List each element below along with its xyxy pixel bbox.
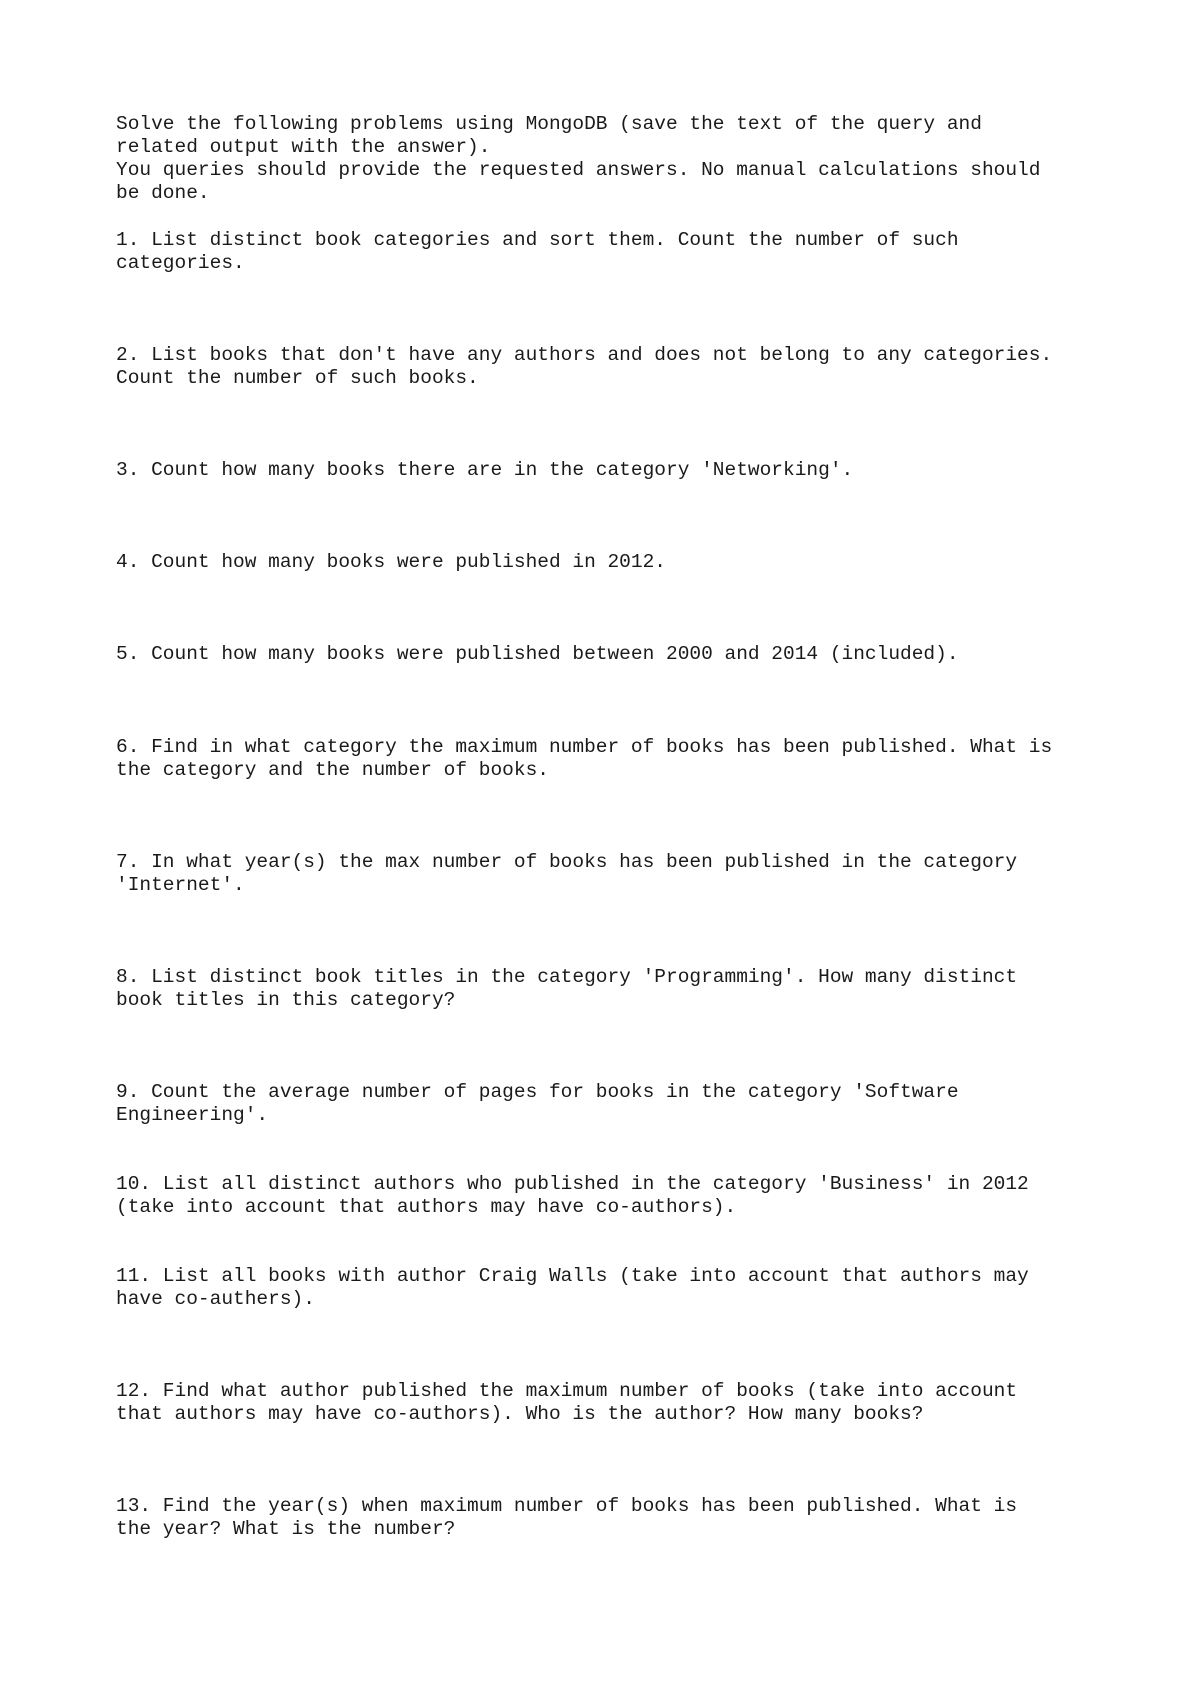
question-10: 10. List all distinct authors who published in the category 'Business' in 2012 (take into account that authors may have co-authors).	[116, 1173, 1029, 1218]
question-7: 7. In what year(s) the max number of books has been published in the category 'Internet'.	[116, 851, 1018, 896]
question-9: 9. Count the average number of pages for books in the category 'Software Engineering'.	[116, 1081, 959, 1126]
question-12: 12. Find what author published the maximum number of books (take into account that authors may have co-authors). Who is the author? How many books?	[116, 1380, 1018, 1425]
question-3: 3. Count how many books there are in the category 'Networking'.	[116, 459, 854, 481]
question-4: 4. Count how many books were published in 2012.	[116, 551, 666, 573]
question-5: 5. Count how many books were published between 2000 and 2014 (included).	[116, 643, 959, 665]
question-13: 13. Find the year(s) when maximum number of books has been published. What is the year? What is the number?	[116, 1495, 1018, 1540]
question-2: 2. List books that don't have any authors and does not belong to any categories. Count the number of such books.	[116, 344, 1053, 389]
instructions-paragraph: Solve the following problems using MongoDB (save the text of the query and related output with the answer). You queries should provide the requested answers. No manual calculations should be done.	[116, 113, 1041, 204]
question-6: 6. Find in what category the maximum number of books has been published. What is the category and the number of books.	[116, 736, 1053, 781]
question-8: 8. List distinct book titles in the category 'Programming'. How many distinct book titles in this category?	[116, 966, 1018, 1011]
question-11: 11. List all books with author Craig Walls (take into account that authors may have co-authers).	[116, 1265, 1029, 1310]
question-1: 1. List distinct book categories and sort them. Count the number of such categories.	[116, 229, 959, 274]
